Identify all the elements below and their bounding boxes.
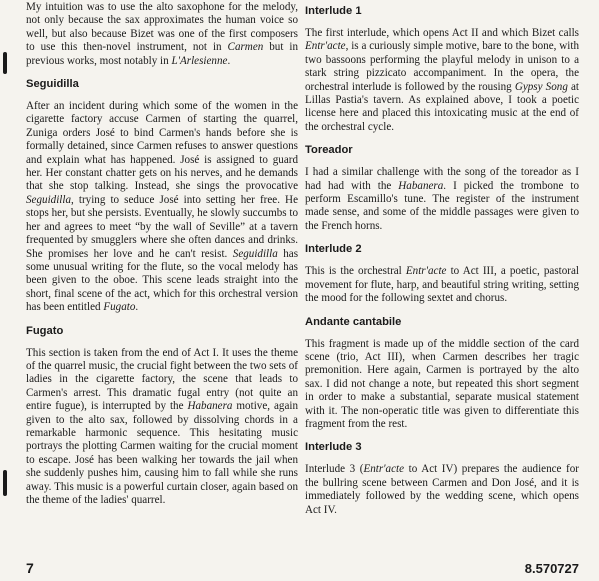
interlude3-heading: Interlude 3 (305, 441, 362, 454)
text-run: My intuition was to use the alto saxophone for the melody, not only because the sax approximates the human voice so well, but also because Bizet was one of the first composers to use this then-novel instrument, not in (26, 1, 298, 54)
text-run: The first interlude, which opens Act II and which Bizet calls (305, 27, 579, 39)
right-column (305, 1, 579, 527)
text-run: Interlude 3 ( (305, 463, 364, 476)
intro-paragraph (26, 1, 298, 68)
text-run: at Lillas Pastia's tavern. As explained above, I took a poetic license here and placed this intoxicating music at the end of the orchestral cycle. (305, 80, 580, 133)
toreador-paragraph (305, 166, 579, 233)
italic-title: Seguidilla (26, 193, 71, 206)
italic-title: Fugato (103, 301, 136, 314)
fugato-paragraph (26, 347, 298, 508)
italic-title: Entr'acte (405, 265, 447, 278)
text-run: This is the orchestral (305, 265, 406, 278)
italic-title: Habanera (187, 400, 233, 413)
text-run: , trying to seduce José into setting her free. He stops her, but she persists. Eventually, he slowly succumbs to her and agrees to meet “by the wall of Seville” at a tavern frequented by smugglers where she often dances and drinks. She promises her love and he can't resist. (26, 193, 298, 260)
italic-title: Seguidilla (232, 247, 278, 260)
interlude2-heading: Interlude 2 (305, 243, 362, 256)
seguidilla-heading: Seguidilla (26, 78, 79, 91)
fugato-heading: Fugato (26, 324, 64, 337)
catalog-number: 8.570727 (524, 561, 579, 576)
italic-title: Carmen (227, 41, 264, 54)
italic-title: L'Arlesienne (171, 54, 228, 67)
text-run: . (135, 301, 139, 314)
page-number: 7 (26, 560, 34, 576)
italic-title: Entr'acte (363, 463, 405, 476)
seguidilla-paragraph (26, 100, 298, 315)
text-run: After an incident during which some of the women in the cigarette factory accuse Carmen of starting the quarrel, Zuniga orders José to bind Carmen's hands before she is formally detained, since Carmen refuses to answer questions and explain what has happened. José is assigned to guard her. Her constant chatter gets on his nerves, and he demands that she stop talking. Instead, she sings the provocative (26, 100, 298, 193)
italic-title: Gypsy Song (514, 80, 568, 93)
interlude1-heading: Interlude 1 (305, 5, 362, 17)
text-run: to Act III, a poetic, pastoral movement for flute, harp, and beautiful string writing, setting the mood for the following sextet and chorus. (305, 265, 579, 305)
text-run: but in previous works, most notably in (26, 41, 298, 67)
andante-heading: Andante cantabile (305, 315, 402, 328)
interlude2-paragraph (305, 265, 579, 305)
italic-title: Entr'acte (305, 40, 346, 53)
text-run: . (227, 54, 231, 67)
binding-mark-top (3, 52, 7, 74)
text-run: I had a similar challenge with the song of the toreador as I had had with the (305, 166, 579, 192)
text-run: This section is taken from the end of Act I. It uses the theme of the quarrel music, the crucial fight between the two sets of ladies in the cigarette factory, the scene that leads to Carmen's arrest. This dramatic fugal entry (not quite an entire fugue), is interrupted by the (26, 346, 298, 413)
text-run: , is a curiously simple motive, bare to the bone, with two bassoons performing the playful melody in unison to a stark string pizzicato accompaniment. In the opera, the orchestral interlude is followed by the rousing (305, 40, 579, 93)
italic-title: Habanera (398, 179, 444, 192)
left-column (26, 1, 298, 517)
binding-mark-bottom (3, 470, 7, 496)
text-run: to Act IV) prepares the audience for the bullring scene between Carmen and Don José, and it is immediately followed by the wedding scene, which opens Act IV. (305, 463, 579, 516)
text-run: motive, again given to the alto sax, followed by dissolving chords in a remarkable harmonic sequence. This hesitating music portrays the plotting Carmen waiting for the crucial moment to escape. José has been walking her towards the jail when she suddenly pushes him, causing him to fall while she runs away. This music is a powerful curtain closer, again based on the theme of the ladies' quarrel. (26, 400, 298, 506)
interlude1-paragraph (305, 27, 579, 134)
text-run: has some unusual writing for the flute, so the vocal melody has been given to the oboe. This scene leads straight into the short, final scene of the act, which for this orchestral version has been entitled (26, 247, 299, 314)
text-run: . I picked the trombone to perform Escamillo's tune. The register of the instrument made sense, and some of the middle passages were given to the French horns. (305, 179, 580, 232)
toreador-heading: Toreador (305, 144, 353, 157)
andante-paragraph: This fragment is made up of the middle section of the card scene (trio, Act III), when Carmen describes her tragic premonition. Here again, Carmen is portrayed by the alto sax. I did not change a note, but repeated this short segment in order to make a substantial, separate musical statement with it. The non-operatic title was given to differentiate this fragment from the rest. (305, 337, 579, 430)
interlude3-paragraph (305, 463, 579, 517)
